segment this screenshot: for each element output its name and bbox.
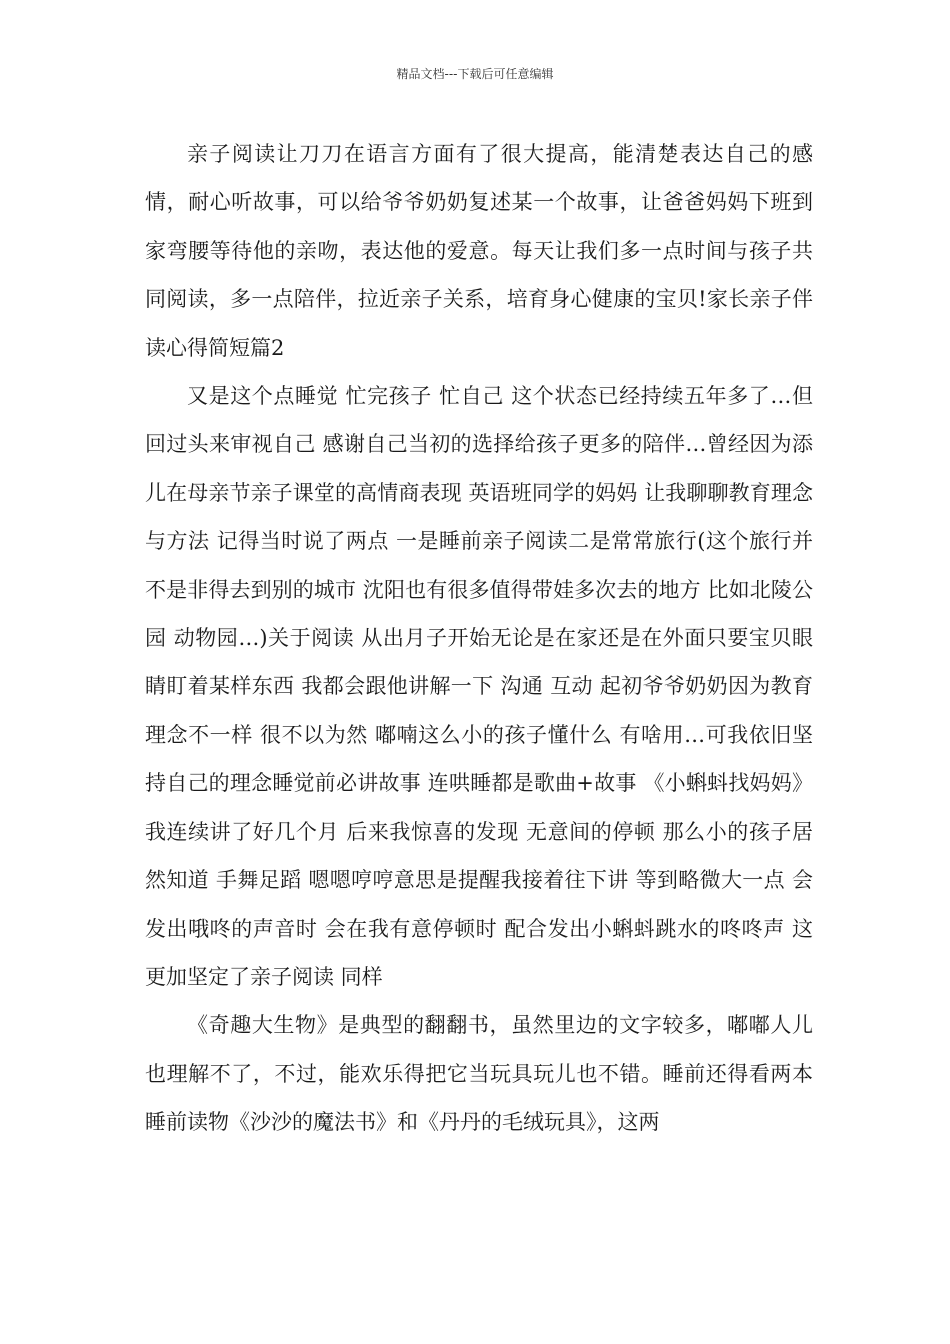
paragraph-2: 又是这个点睡觉 忙完孩子 忙自己 这个状态已经持续五年多了…但回过头来审视自己 感谢自己当初的选择给孩子更多的陪伴…曾经因为添儿在母亲节亲子课堂的高情商表现 英语班同学的妈妈 让我聊聊教育理念与方法 记得当时说了两点 一是睡前亲子阅读二是常常旅行(这个旅行并不是非得去到别的城市 沈阳也有很多值得带娃多次去的地方 比如北陵公园 动物园…)关于阅读 从出月子开始无论是在家还是在外面只要宝贝眼睛盯着某样东西 我都会跟他讲解一下 沟通 互动 起初爷爷奶奶因为教育理念不一样 很不以为然 嘟喃这么小的孩子懂什么 有啥用…可我依旧坚持自己的理念睡觉前必讲故事 连哄睡都是歌曲+故事 《小蝌蚪找妈妈》我连续讲了好几个月 后来我惊喜的发现 无意间的停顿 那么小的孩子居然知道 手舞足蹈 嗯嗯哼哼意思是提醒我接着往下讲 等到略微大一点 会发出哦咚的声音时 会在我有意停顿时 配合发出小蝌蚪跳水的咚咚声 这更加坚定了亲子阅读 同样 [145,384,813,989]
page-header: 精品文档---下载后可任意编辑 [396,67,554,81]
paragraph-3: 《奇趣大生物》是典型的翻翻书，虽然里边的文字较多，嘟嘟人儿也理解不了，不过，能欢乐得把它当玩具玩儿也不错。睡前还得看两本睡前读物《沙沙的魔法书》和《丹丹的毛绒玩具》，这两 [145,1013,813,1135]
paragraph-1: 亲子阅读让刀刀在语言方面有了很大提高，能清楚表达自己的感情，耐心听故事，可以给爷爷奶奶复述某一个故事，让爸爸妈妈下班到家弯腰等待他的亲吻，表达他的爱意。每天让我们多一点时间与孩子共同阅读，多一点陪伴，拉近亲子关系，培育身心健康的宝贝!家长亲子伴读心得简短篇2 [145,142,813,360]
document-body [145,130,813,1147]
